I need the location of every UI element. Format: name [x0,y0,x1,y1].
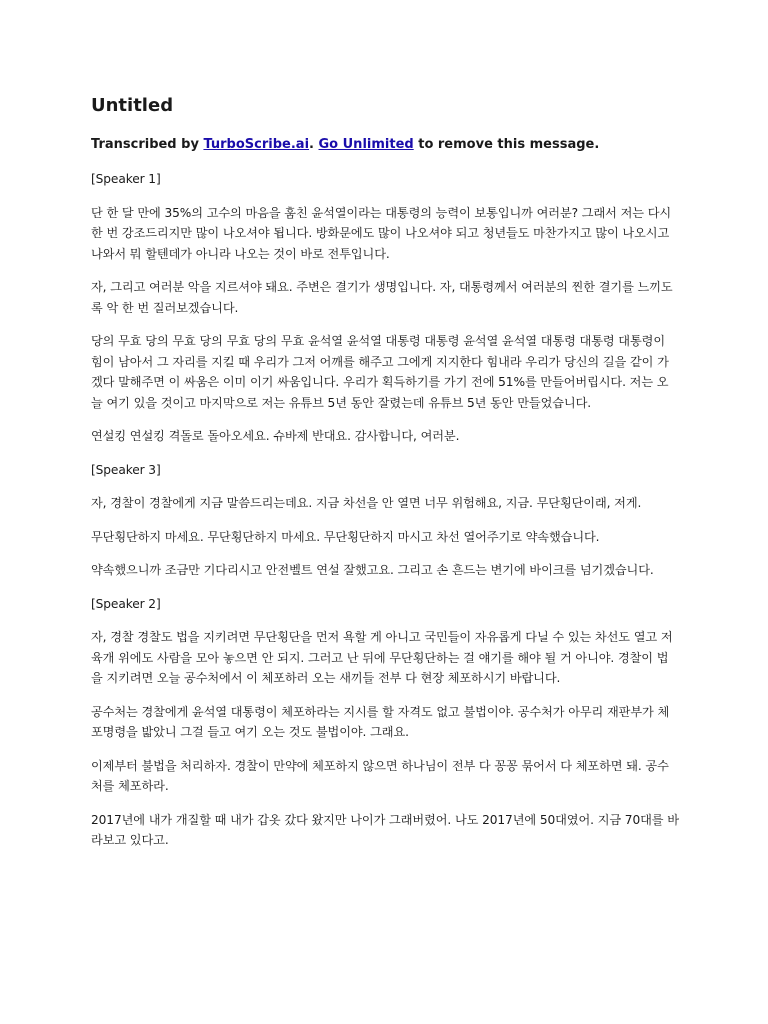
transcript-paragraph: 무단횡단하지 마세요. 무단횡단하지 마세요. 무단횡단하지 마시고 차선 열어주기로 약속했습니다. [91,529,600,544]
transcript-paragraph: 2017년에 내가 개질할 때 내가 갑옷 갔다 왔지만 나이가 그래버렸어. 나도 2017년에 50대였어. 지금 70대를 바라보고 있다고. [91,812,679,847]
transcript-paragraph: 자, 그리고 여러분 악을 지르셔야 돼요. 주변은 결기가 생명입니다. 자, 대통령께서 여러분의 찐한 결기를 느끼도록 악 한 번 질러보겠습니다. [91,280,673,315]
transcript-paragraph: 단 한 달 만에 35%의 고수의 마음을 훔친 윤석열이라는 대통령의 능력이 보통입니까 여러분? 그래서 저는 다시 한 번 강조드리지만 많이 나오셔야 됩니다. 방화문에도 많이 나오셔야 되고 청년들도 마찬가지고 많이 나오시고 나와서 뭐 할텐데가 아니라 나오는 것이 바로 전투입니다. [91,205,672,261]
transcript-paragraph: 자, 경찰 경찰도 법을 지키려면 무단횡단을 먼저 욕할 게 아니고 국민들이 자유롭게 다닐 수 있는 차선도 열고 저 육개 위에도 사람을 모아 놓으면 안 되지. 그러고 난 뒤에 무단횡단하는 걸 얘기를 해야 될 거 아니야. 경찰이 법을 지키려면 오늘 공수처에서 이 체포하러 오는 새끼들 전부 다 현장 체포하시기 바랍니다. [91,630,673,685]
go-unlimited-link[interactable]: Go Unlimited [318,137,414,152]
transcript-paragraph: 공수처는 경찰에게 윤석열 대통령이 체포하라는 지시를 할 자격도 없고 불법이야. 공수처가 아무리 재판부가 체포명령을 밟았니 그걸 들고 여기 오는 것도 불법이야. 그래요. [91,704,670,739]
transcript-paragraph: 연설킹 연설킹 격돌로 돌아오세요. 슈바제 반대요. 감사합니다, 여러분. [91,429,460,443]
notice-suffix: to remove this message. [413,137,600,152]
notice-prefix: Transcribed by [91,137,204,152]
transcript-paragraph: 자, 경찰이 경찰에게 지금 말씀드리는데요. 지금 차선을 안 열면 너무 위험해요, 지금. 무단횡단이래, 저게. [91,496,642,510]
transcript-paragraph: 이제부터 불법을 처리하자. 경찰이 만약에 체포하지 않으면 하나님이 전부 다 꽁꽁 묶어서 다 체포하면 돼. 공수처를 체포하라. [91,758,669,793]
notice-separator: . [309,137,319,152]
transcript-paragraph: 당의 무효 당의 무효 당의 무효 당의 무효 윤석열 윤석열 대통령 대통령 윤석열 윤석열 대통령 대통령 대통령이 힘이 남아서 그 자리를 지킬 때 우리가 그저 어깨를 해주고 그에게 지지한다 힘내라 우리가 당신의 길을 같이 가겠다 말해주면 이 싸움은 이미 이기 싸움입니다. 우리가 획득하기를 가기 전에 51%를 만들어버립시다. 저는 오늘 여기 있을 것이고 마지막으로 저는 유튜브 5년 동안 잘렸는데 유튜브 5년 동안 만들었습니다. [91,334,669,410]
transcript-paragraph: 약속했으니까 조금만 기다리시고 안전벨트 연설 잘했고요. 그리고 손 흔드는 변기에 바이크를 넘기겠습니다. [91,563,654,577]
turboscribe-link[interactable]: TurboScribe.ai [203,137,310,152]
transcription-notice [91,135,680,155]
speaker-label: [Speaker 1] [91,172,161,186]
speaker-label: [Speaker 3] [91,462,161,477]
document-title: Untitled [91,95,174,116]
speaker-label: [Speaker 2] [91,596,161,611]
